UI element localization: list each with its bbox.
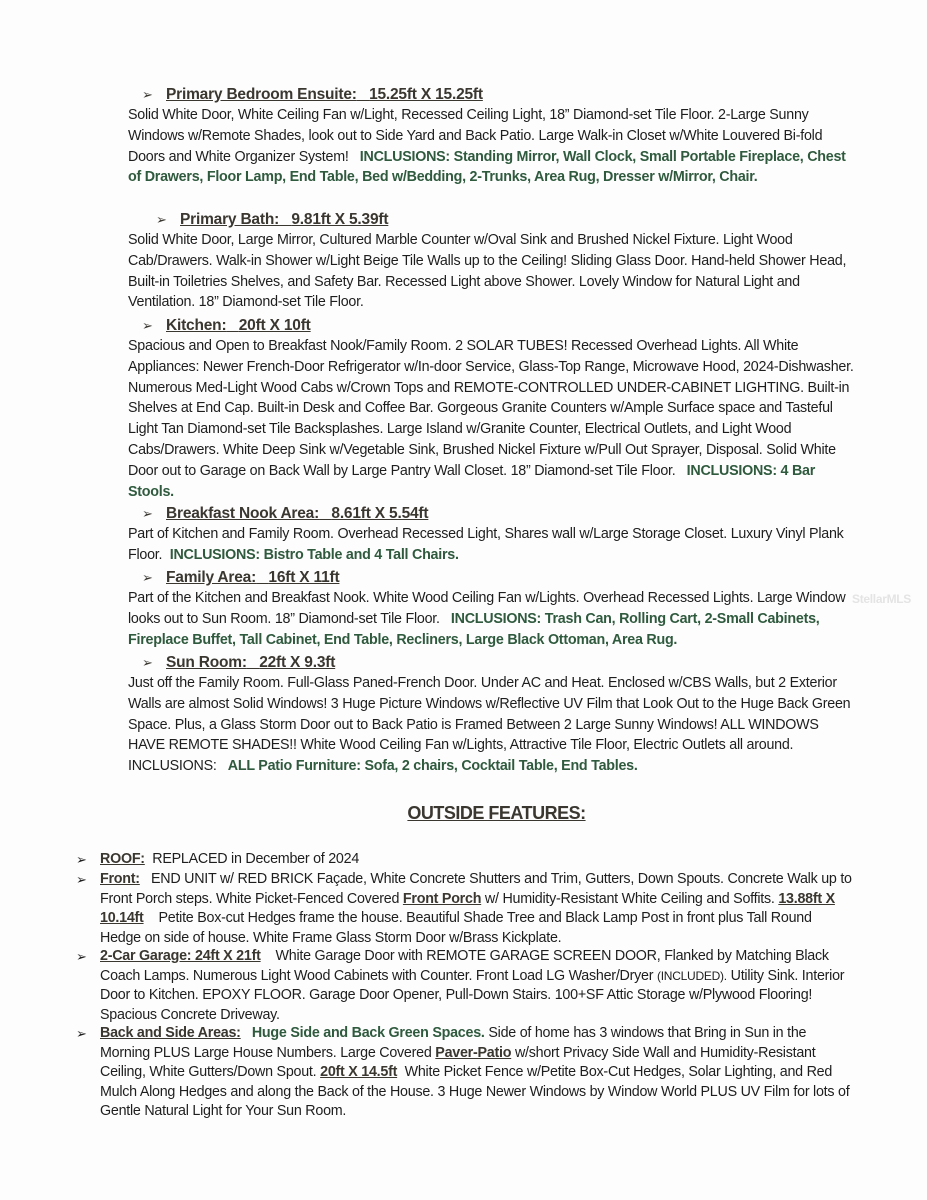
watermark-logo: StellarMLS: [852, 592, 912, 606]
feature-label: Back and Side Areas:: [100, 1025, 241, 1041]
room-breakfast-nook: [128, 504, 858, 566]
room-description: Just off the Family Room. Full-Glass Paned-French Door. Under AC and Heat. Enclosed w/CBS Walls, but 2 Exterior Walls are almost Solid Windows! 3 Huge Picture Windows w/Reflective UV Film that Look Out to the Huge Back Green Space. Plus, a Glass Storm Door out to Back Patio is Framed Between 2 Large Sunny Windows! ALL WINDOWS HAVE REMOTE SHADES!! White Wood Ceiling Fan w/Lights, Attractive Tile Floor, Electric Outlets all around. INCLUSIONS: ALL Patio Furniture: Sofa, 2 chairs, Cocktail Table, End Tables.: [128, 675, 851, 775]
arrow-bullet-icon: ➢: [142, 655, 153, 670]
room-family-area: [128, 568, 858, 650]
green-spaces-highlight: Huge Side and Back Green Spaces.: [251, 1025, 485, 1041]
room-inclusions: ALL Patio Furniture: Sofa, 2 chairs, Cocktail Table, End Tables.: [227, 758, 638, 775]
room-inclusions: INCLUSIONS: Standing Mirror, Wall Clock, Small Portable Fireplace, Chest of Drawers, Floor Lamp, End Table, Bed w/Bedding, 2-Trunks, Area Rug, Dresser w/Mirror, Chair.: [128, 148, 846, 186]
room-heading: [142, 653, 858, 673]
room-title: Family Area: 16ft X 11ft: [166, 569, 340, 586]
arrow-bullet-icon: ➢: [76, 872, 87, 887]
arrow-bullet-icon: ➢: [142, 506, 153, 521]
room-primary-bedroom: [128, 85, 858, 188]
room-inclusions: INCLUSIONS: Bistro Table and 4 Tall Chairs.: [169, 546, 459, 563]
room-heading: [142, 504, 858, 524]
room-description: Solid White Door, Large Mirror, Cultured Marble Counter w/Oval Sink and Brushed Nickel Fixture. Light Wood Cab/Drawers. Walk-in Shower w/Light Beige Tile Walls up to the Ceiling! Sliding Glass Door. Hand-held Shower Head, Built-in Toiletries Shelves, and Safety Bar. Recessed Light above Shower. Lovely Window for Natural Light and Ventilation. 18” Diamond-set Tile Floor.: [128, 232, 847, 311]
room-heading: [142, 568, 858, 588]
feature-label: ROOF:: [100, 851, 145, 867]
room-description: Solid White Door, White Ceiling Fan w/Light, Recessed Ceiling Light, 18” Diamond-set Tile Floor. 2-Large Sunny Windows w/Remote Shades, look out to Side Yard and Back Patio. Large Walk-in Closet w/White Louvered Bi-fold Doors and White Organizer System! INCLUSIONS: Standing Mirror, Wall Clock, Small Portable Fireplace, Chest of Drawers, Floor Lamp, End Table, Bed w/Bedding, 2-Trunks, Area Rug, Dresser w/Mirror, Chair.: [128, 107, 846, 186]
paver-patio-label: Paver-Patio: [435, 1044, 512, 1061]
arrow-bullet-icon: ➢: [142, 87, 153, 102]
room-title: Primary Bath: 9.81ft X 5.39ft: [180, 211, 389, 228]
feature-garage: ➢ 2-Car Garage: 24ft X 21ft White Garage Door with REMOTE GARAGE SCREEN DOOR, Flanked by Matching Black Coach Lamps. Numerous Light Wood Cabinets with Counter. Front Load LG Washer/Dryer (INCLUDED). Utility Sink. Interior Door to Kitchen. EPOXY FLOOR. Garage Door Opener, Pull-Down Stairs. 100+SF Attic Storage w/Plywood Flooring! Spacious Concrete Driveway.: [76, 948, 845, 1023]
arrow-bullet-icon: ➢: [76, 949, 87, 964]
arrow-bullet-icon: ➢: [76, 852, 87, 867]
arrow-bullet-icon: ➢: [142, 318, 153, 333]
front-porch-label: Front Porch: [402, 890, 482, 907]
room-title: Breakfast Nook Area: 8.61ft X 5.54ft: [166, 505, 429, 522]
room-description: Part of the Kitchen and Breakfast Nook. White Wood Ceiling Fan w/Lights. Overhead Recessed Lights. Large Window looks out to Sun Room. 18” Diamond-set Tile Floor. INCLUSIONS: Trash Can, Rolling Cart, 2-Small Cabinets, Fireplace Buffet, Tall Cabinet, End Table, Recliners, Large Black Ottoman, Area Rug.: [128, 590, 846, 648]
room-description: Spacious and Open to Breakfast Nook/Family Room. 2 SOLAR TUBES! Recessed Overhead Lights. All White Appliances: Newer French-Door Refrigerator w/In-door Service, Glass-Top Range, Microwave Hood, 2024-Dishwasher. Numerous Med-Light Wood Cabs w/Crown Tops and REMOTE-CONTROLLED UNDER-CABINET LIGHTING. Built-in Shelves at End Cap. Built-in Desk and Coffee Bar. Gorgeous Granite Counters w/Ample Surface space and Tasteful Light Tan Diamond-set Tile Backsplashes. Large Island w/Granite Counter, Electrical Outlets, and Light Wood Cabs/Drawers. White Deep Sink w/Vegetable Sink, Brushed Nickel Fixture w/Pull Out Sprayer, Disposal. Solid White Door out to Garage on Back Wall by Large Pantry Wall Closet. 18” Diamond-set Tile Floor. INCLUSIONS: 4 Bar Stools.: [128, 338, 854, 500]
room-heading: [142, 316, 858, 336]
feature-roof: ➢ ROOF: REPLACED in December of 2024: [76, 850, 856, 870]
room-title: Kitchen: 20ft X 10ft: [166, 317, 311, 334]
room-title: Primary Bedroom Ensuite: 15.25ft X 15.25ft: [166, 86, 483, 103]
room-heading: [156, 210, 858, 230]
room-kitchen: [128, 316, 858, 502]
room-inclusions: INCLUSIONS: Trash Can, Rolling Cart, 2-Small Cabinets, Fireplace Buffet, Tall Cabinet, End Table, Recliners, Large Black Ottoman, Area Rug.: [128, 610, 820, 648]
feature-front: ➢ Front: END UNIT w/ RED BRICK Façade, White Concrete Shutters and Trim, Gutters, Down Spouts. Concrete Walk up to Front Porch steps. White Picket-Fenced Covered Front Porch w/ Humidity-Resistant White Ceiling and Soffits. 13.88ft X 10.14ft Petite Box-cut Hedges frame the house. Beautiful Shade Tree and Black Lamp Post in front plus Tall Round Hedge on side of house. White Frame Glass Storm Door w/Brass Kickplate.: [76, 871, 852, 946]
arrow-bullet-icon: ➢: [156, 212, 167, 227]
feature-label: Front:: [100, 871, 140, 887]
feature-back-side: ➢ Back and Side Areas: Huge Side and Back Green Spaces. Side of home has 3 windows that Bring in Sun in the Morning PLUS Large House Numbers. Large Covered Paver-Patio w/short Privacy Side Wall and Humidity-Resistant Ceiling, White Gutters/Down Spout. 20ft X 14.5ft White Picket Fence w/Petite Box-Cut Hedges, Solar Lighting, and Red Mulch Along Hedges and along the Back of the House. 3 Huge Newer Windows by Window World PLUS UV Film for lots of Gentle Natural Light for Your Sun Room.: [76, 1025, 850, 1120]
room-inclusions: INCLUSIONS: 4 Bar Stools.: [128, 462, 816, 500]
patio-size: 20ft X 14.5ft: [320, 1064, 398, 1081]
room-heading: [142, 85, 858, 105]
room-title: Sun Room: 22ft X 9.3ft: [166, 654, 336, 671]
outside-features-heading: OUTSIDE FEATURES:: [407, 803, 586, 823]
room-sun-room: [128, 653, 858, 777]
room-description: Part of Kitchen and Family Room. Overhead Recessed Light, Shares wall w/Large Storage Closet. Luxury Vinyl Plank Floor. INCLUSIONS: Bistro Table and 4 Tall Chairs.: [128, 526, 844, 563]
front-porch-size: 13.88ft X 10.14ft: [100, 890, 835, 927]
feature-label: 2-Car Garage: 24ft X 21ft: [100, 948, 261, 964]
arrow-bullet-icon: ➢: [142, 570, 153, 585]
room-primary-bath: [128, 210, 858, 313]
arrow-bullet-icon: ➢: [76, 1026, 87, 1041]
